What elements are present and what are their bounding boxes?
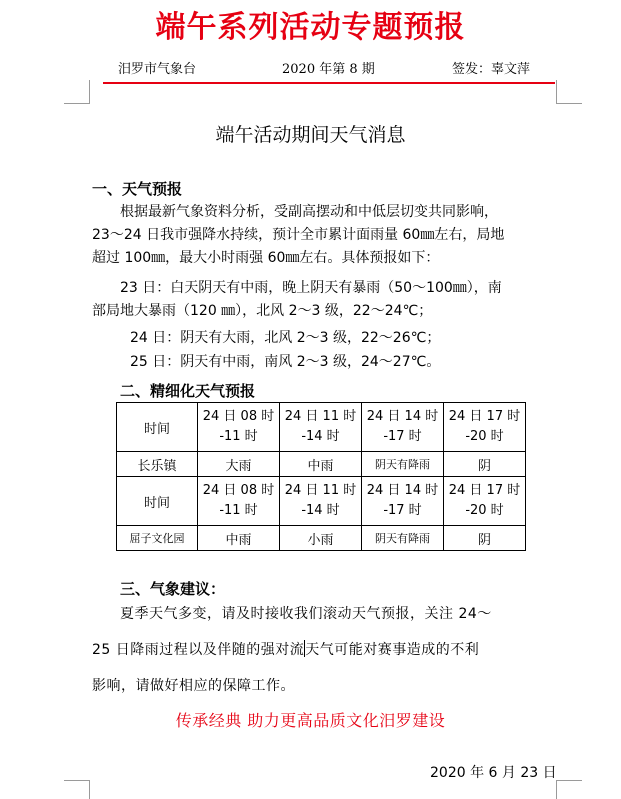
section2-heading: 二、精细化天气预报: [120, 382, 256, 400]
weather-cell: 中雨: [280, 452, 362, 477]
table-row: [117, 452, 526, 477]
crop-mark-top-right-v: [556, 80, 557, 104]
weather-cell: 阴天有降雨: [362, 526, 444, 551]
weather-cell: 中雨: [198, 526, 280, 551]
time-slot: 24 日 14 时 -17 时: [362, 477, 444, 526]
location-name: 屈子文化园: [117, 526, 198, 551]
day23-line: 23 日：白天阴天有中雨，晚上阴天有暴雨（50～100㎜），南: [120, 280, 502, 296]
document-title: 端午活动期间天气消息: [215, 124, 406, 146]
time-slot: 24 日 14 时 -17 时: [362, 403, 444, 452]
weather-cell: 阴: [444, 452, 526, 477]
issuer-label: 汨罗市气象台: [118, 62, 197, 77]
section1-heading: 一、天气预报: [92, 180, 183, 198]
intro-line: 超过 100㎜，最大小时雨强 60㎜左右。具体预报如下：: [92, 250, 440, 266]
intro-line: 23～24 日我市强降水持续，预计全市累计面雨量 60㎜左右，局地: [92, 227, 505, 243]
location-name: 长乐镇: [117, 452, 198, 477]
crop-mark-top-left-h: [64, 103, 90, 104]
section3-heading: 三、气象建议：: [120, 580, 226, 598]
forecast-day23: [92, 277, 562, 323]
issue-number: 2020 年第 8 期: [282, 62, 375, 77]
time-slot: 24 日 08 时 -11 时: [198, 403, 280, 452]
advice-line: 夏季天气多变，请及时接收我们滚动天气预报，关注 24～: [120, 606, 492, 622]
crop-mark-bottom-right-v: [556, 780, 557, 799]
issue-date: 2020 年 6 月 23 日: [430, 765, 557, 781]
weather-cell: 阴: [444, 526, 526, 551]
weather-cell: 阴天有降雨: [362, 452, 444, 477]
advice-line: 影响，请做好相应的保障工作。: [92, 678, 295, 694]
crop-mark-top-right-h: [556, 103, 582, 104]
time-slot: 24 日 08 时 -11 时: [198, 477, 280, 526]
weather-cell: 大雨: [198, 452, 280, 477]
bulletin-title: 端午系列活动专题预报: [155, 10, 466, 45]
day23-line: 部局地大暴雨（120 ㎜），北风 2～3 级，22～24℃；: [92, 303, 433, 319]
table-row: [117, 526, 526, 551]
table-row: [117, 477, 526, 526]
time-header: 时间: [117, 477, 198, 526]
time-slot: 24 日 17 时 -20 时: [444, 403, 526, 452]
signer-label: 签发：辜文萍: [452, 62, 531, 77]
forecast-day24: 24 日：阴天有大雨，北风 2～3 级，22～26℃；: [130, 330, 441, 346]
crop-mark-bottom-left-v: [89, 780, 90, 799]
advice-line: 25 日降雨过程以及伴随的强对流天气可能对赛事造成的不利: [92, 642, 480, 658]
forecast-table: [116, 402, 526, 551]
forecast-intro: [92, 201, 562, 270]
table-row: [117, 403, 526, 452]
time-slot: 24 日 11 时 -14 时: [280, 477, 362, 526]
slogan: 传承经典 助力更高品质文化汨罗建设: [175, 711, 446, 730]
forecast-day25: 25 日：阴天有中雨，南风 2～3 级，24～27℃。: [130, 354, 441, 370]
time-header: 时间: [117, 403, 198, 452]
crop-mark-top-left-v: [89, 80, 90, 104]
header-divider: [103, 82, 555, 84]
advice-paragraph: [92, 596, 562, 704]
intro-line: 根据最新气象资料分析，受副高摆动和中低层切变共同影响，: [120, 204, 498, 220]
crop-mark-bottom-right-h: [556, 780, 582, 781]
time-slot: 24 日 17 时 -20 时: [444, 477, 526, 526]
time-slot: 24 日 11 时 -14 时: [280, 403, 362, 452]
weather-cell: 小雨: [280, 526, 362, 551]
crop-mark-bottom-left-h: [64, 780, 90, 781]
